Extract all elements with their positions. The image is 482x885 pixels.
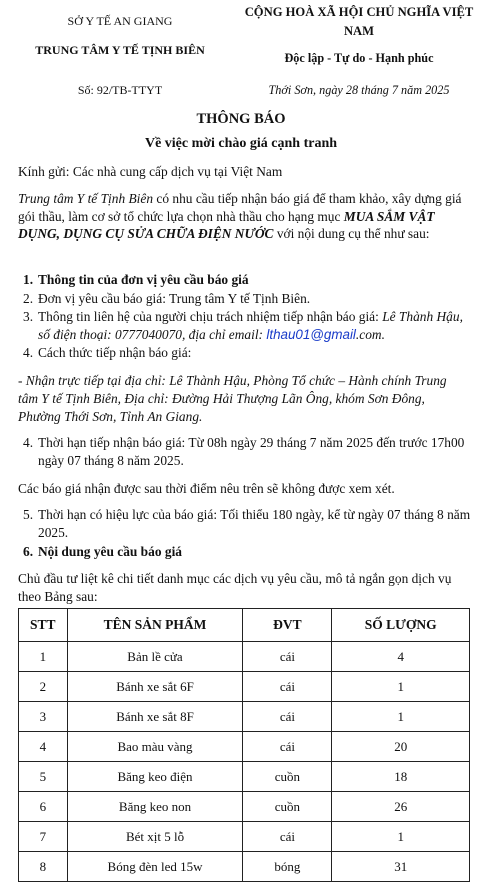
cell-unit: cuồn [243,762,332,792]
doc-number: Số: 92/TB-TTYT [77,83,163,97]
table-row [19,732,470,762]
intro-text2: với nội dung cụ thể như sau: [273,226,430,242]
cell-product: Băng keo điện [67,762,243,792]
cell-quantity: 4 [332,642,470,672]
table-row [19,822,470,852]
intro-text1: có nhu cầu tiếp nhận báo giá để tham khảo, xây dựng giá gói thầu, làm cơ sở tổ chức lựa chọn nhà thầu cho hạng mục [18,191,462,224]
cell-unit: cái [243,732,332,762]
table-row [19,792,470,822]
cell-unit: cuồn [243,792,332,822]
doc-subtitle: Về việc mời chào giá cạnh tranh [144,136,338,151]
cell-quantity: 18 [332,762,470,792]
cell-quantity: 31 [332,852,470,882]
col-header-product: TÊN SẢN PHẨM [67,609,243,642]
cell-stt: 7 [19,822,68,852]
intro-item: MUA SẮM VẬT DỤNG, DỤNG CỤ SỬA CHỮA ĐIỆN NƯỚC [18,208,435,242]
cell-stt: 5 [19,762,68,792]
list-item-validity: 5. Thời hạn có hiệu lực của báo giá: Tối thiểu 180 ngày, kể từ ngày 07 tháng 8 năm 2025. [23,507,471,540]
cell-quantity: 20 [332,732,470,762]
table-row [19,702,470,732]
cell-quantity: 1 [332,702,470,732]
table-intro: Chủ đầu tư liệt kê chi tiết danh mục các dịch vụ yêu cầu, mô tả ngắn gọn dịch vụ theo Bảng sau: [18,571,452,604]
nation-title-line1: CỘNG HOÀ XÃ HỘI CHỦ NGHĨA VIỆT [244,5,474,19]
cell-product: Bao màu vàng [67,732,243,762]
table-row [19,762,470,792]
org-name: TRUNG TÂM Y TẾ TỊNH BIÊN [35,43,205,57]
cell-product: Bản lề cửa [67,642,243,672]
cell-product: Băng keo non [67,792,243,822]
cell-unit: cái [243,822,332,852]
table-header-row [19,609,470,642]
product-table [18,608,470,882]
cell-product: Bét xịt 5 lỗ [67,822,243,852]
cell-product: Bóng đèn led 15w [67,852,243,882]
place-date: Thới Sơn, ngày 28 tháng 7 năm 2025 [268,83,450,97]
motto: Độc lập - Tự do - Hạnh phúc [284,51,434,65]
cell-stt: 2 [19,672,68,702]
intro-paragraph [18,190,470,243]
greeting: Kính gửi: Các nhà cung cấp dịch vụ tại Việt Nam [18,164,283,179]
email-link[interactable]: lthau01@gmail [266,327,356,342]
cell-product: Bánh xe sắt 6F [67,672,243,702]
col-header-unit: ĐVT [243,609,332,642]
org-parent: SỞ Y TẾ AN GIANG [67,14,173,28]
late-note: Các báo giá nhận được sau thời điểm nêu trên sẽ không được xem xét. [18,481,395,496]
col-header-stt: STT [19,609,68,642]
cell-stt: 1 [19,642,68,672]
cell-unit: cái [243,672,332,702]
nation-title-line2: NAM [343,24,375,38]
cell-unit: bóng [243,852,332,882]
cell-product: Bánh xe sắt 8F [67,702,243,732]
cell-stt: 3 [19,702,68,732]
col-header-quantity: SỐ LƯỢNG [332,609,470,642]
list-item-deadline: 4. Thời hạn tiếp nhận báo giá: Từ 08h ngày 29 tháng 7 năm 2025 đến trước 17h00 ngày 07 tháng 8 năm 2025. [23,435,465,468]
table-row [19,672,470,702]
table-row [19,642,470,672]
cell-quantity: 1 [332,822,470,852]
cell-stt: 6 [19,792,68,822]
table-row [19,852,470,882]
cell-stt: 8 [19,852,68,882]
cell-quantity: 1 [332,672,470,702]
doc-title: THÔNG BÁO [196,111,286,127]
cell-unit: cái [243,642,332,672]
cell-stt: 4 [19,732,68,762]
intro-org: Trung tâm Y tế Tịnh Biên [18,191,154,206]
cell-quantity: 26 [332,792,470,822]
cell-unit: cái [243,702,332,732]
receive-method: - Nhận trực tiếp tại địa chỉ: Lê Thành Hậu, Phòng Tổ chức – Hành chính Trung tâm Y tế Tịnh Biên, Địa chỉ: Đường Hải Thượng Lãn Ông, khóm Sơn Đông, Phường Thới Sơn, Tỉnh An Giang. [18,373,447,424]
list-item-contact: 3. Thông tin liên hệ của người chịu trách nhiệm tiếp nhận báo giá: Lê Thành Hậu, số điện thoại: 0777040070, địa chỉ email: lthau01@gmail.com. [23,309,463,342]
